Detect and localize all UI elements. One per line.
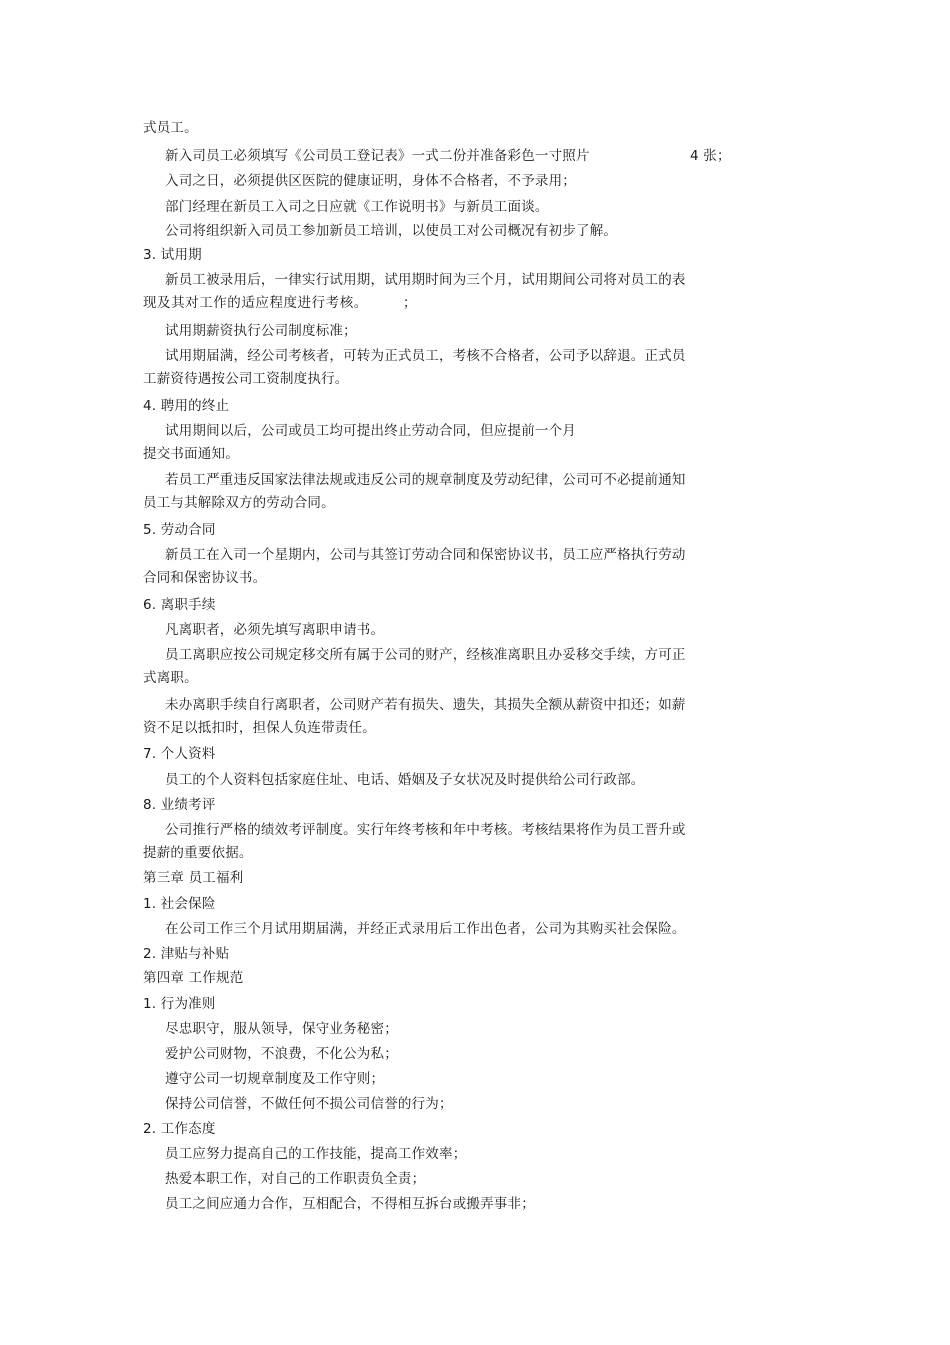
text-line: 尽忠职守，服从领导，保守业务秘密； <box>165 1021 398 1037</box>
text-line: 热爱本职工作，对自己的工作职责负全责； <box>165 1171 426 1187</box>
chapter-heading: 第四章 工作规范 <box>143 970 244 986</box>
text-line: 员工之间应通力合作，互相配合，不得相互拆台或搬弄事非； <box>165 1196 535 1212</box>
text-line: 式员工。 <box>143 120 198 136</box>
text-line: 在公司工作三个月试用期届满，并经正式录用后工作出色者，公司为其购买社会保险。 <box>165 921 686 937</box>
text-line: 试用期薪资执行公司制度标准； <box>165 323 357 339</box>
text-line: 部门经理在新员工入司之日应就《工作说明书》与新员工面谈。 <box>165 199 549 215</box>
text-line: 试用期届满，经公司考核者，可转为正式员工，考核不合格者，公司予以辞退。正式员 <box>165 348 686 364</box>
text-line: 凡离职者，必须先填写离职申请书。 <box>165 622 385 638</box>
text-line: 爱护公司财物，不浪费，不化公为私； <box>165 1046 398 1062</box>
text-line: 提薪的重要依据。 <box>143 845 253 861</box>
section-heading: 2. 津贴与补贴 <box>143 946 230 962</box>
text-line: 合同和保密协议书。 <box>143 570 267 586</box>
text-line: 遵守公司一切规章制度及工作守则； <box>165 1071 385 1087</box>
text-line: 入司之日，必须提供区医院的健康证明，身体不合格者，不予录用； <box>165 173 576 189</box>
text-line: 员工应努力提高自己的工作技能，提高工作效率； <box>165 1146 467 1162</box>
section-heading: 6. 离职手续 <box>143 597 216 613</box>
text-line: 新入司员工必须填写《公司员工登记表》一式二份并准备彩色一寸照片 <box>165 148 590 164</box>
text-line: 4 张； <box>690 148 731 164</box>
text-line: 试用期间以后，公司或员工均可提出终止劳动合同，但应提前一个月 <box>165 423 576 439</box>
text-line: 新员工被录用后，一律实行试用期，试用期时间为三个月，试用期间公司将对员工的表 <box>165 272 686 288</box>
text-line: 资不足以抵扣时，担保人负连带责任。 <box>143 720 376 736</box>
text-line: 员工与其解除双方的劳动合同。 <box>143 495 335 511</box>
section-heading: 3. 试用期 <box>143 247 202 263</box>
section-heading: 2. 工作态度 <box>143 1121 216 1137</box>
text-line: 未办离职手续自行离职者，公司财产若有损失、遗失，其损失全额从薪资中扣还；如薪 <box>165 697 686 713</box>
text-line: ； <box>403 295 417 311</box>
section-heading: 1. 行为准则 <box>143 996 216 1012</box>
text-line: 员工离职应按公司规定移交所有属于公司的财产，经核准离职且办妥移交手续，方可正 <box>165 647 686 663</box>
text-line: 公司推行严格的绩效考评制度。实行年终考核和年中考核。考核结果将作为员工晋升或 <box>165 822 686 838</box>
text-line: 员工的个人资料包括家庭住址、电话、婚姻及子女状况及时提供给公司行政部。 <box>165 772 645 788</box>
text-line: 新员工在入司一个星期内，公司与其签订劳动合同和保密协议书，员工应严格执行劳动 <box>165 547 686 563</box>
section-heading: 7. 个人资料 <box>143 746 216 762</box>
section-heading: 4. 聘用的终止 <box>143 398 230 414</box>
text-line: 提交书面通知。 <box>143 446 239 462</box>
section-heading: 5. 劳动合同 <box>143 522 216 538</box>
text-line: 式离职。 <box>143 670 198 686</box>
text-line: 保持公司信誉，不做任何不损公司信誉的行为； <box>165 1096 453 1112</box>
text-line: 若员工严重违反国家法律法规或违反公司的规章制度及劳动纪律，公司可不必提前通知 <box>165 472 686 488</box>
section-heading: 1. 社会保险 <box>143 896 216 912</box>
chapter-heading: 第三章 员工福利 <box>143 870 244 886</box>
text-line: 公司将组织新入司员工参加新员工培训，以使员工对公司概况有初步了解。 <box>165 223 618 239</box>
section-heading: 8. 业绩考评 <box>143 797 216 813</box>
text-line: 工薪资待遇按公司工资制度执行。 <box>143 371 349 387</box>
text-line: 现及其对工作的适应程度进行考核。 <box>143 295 368 311</box>
